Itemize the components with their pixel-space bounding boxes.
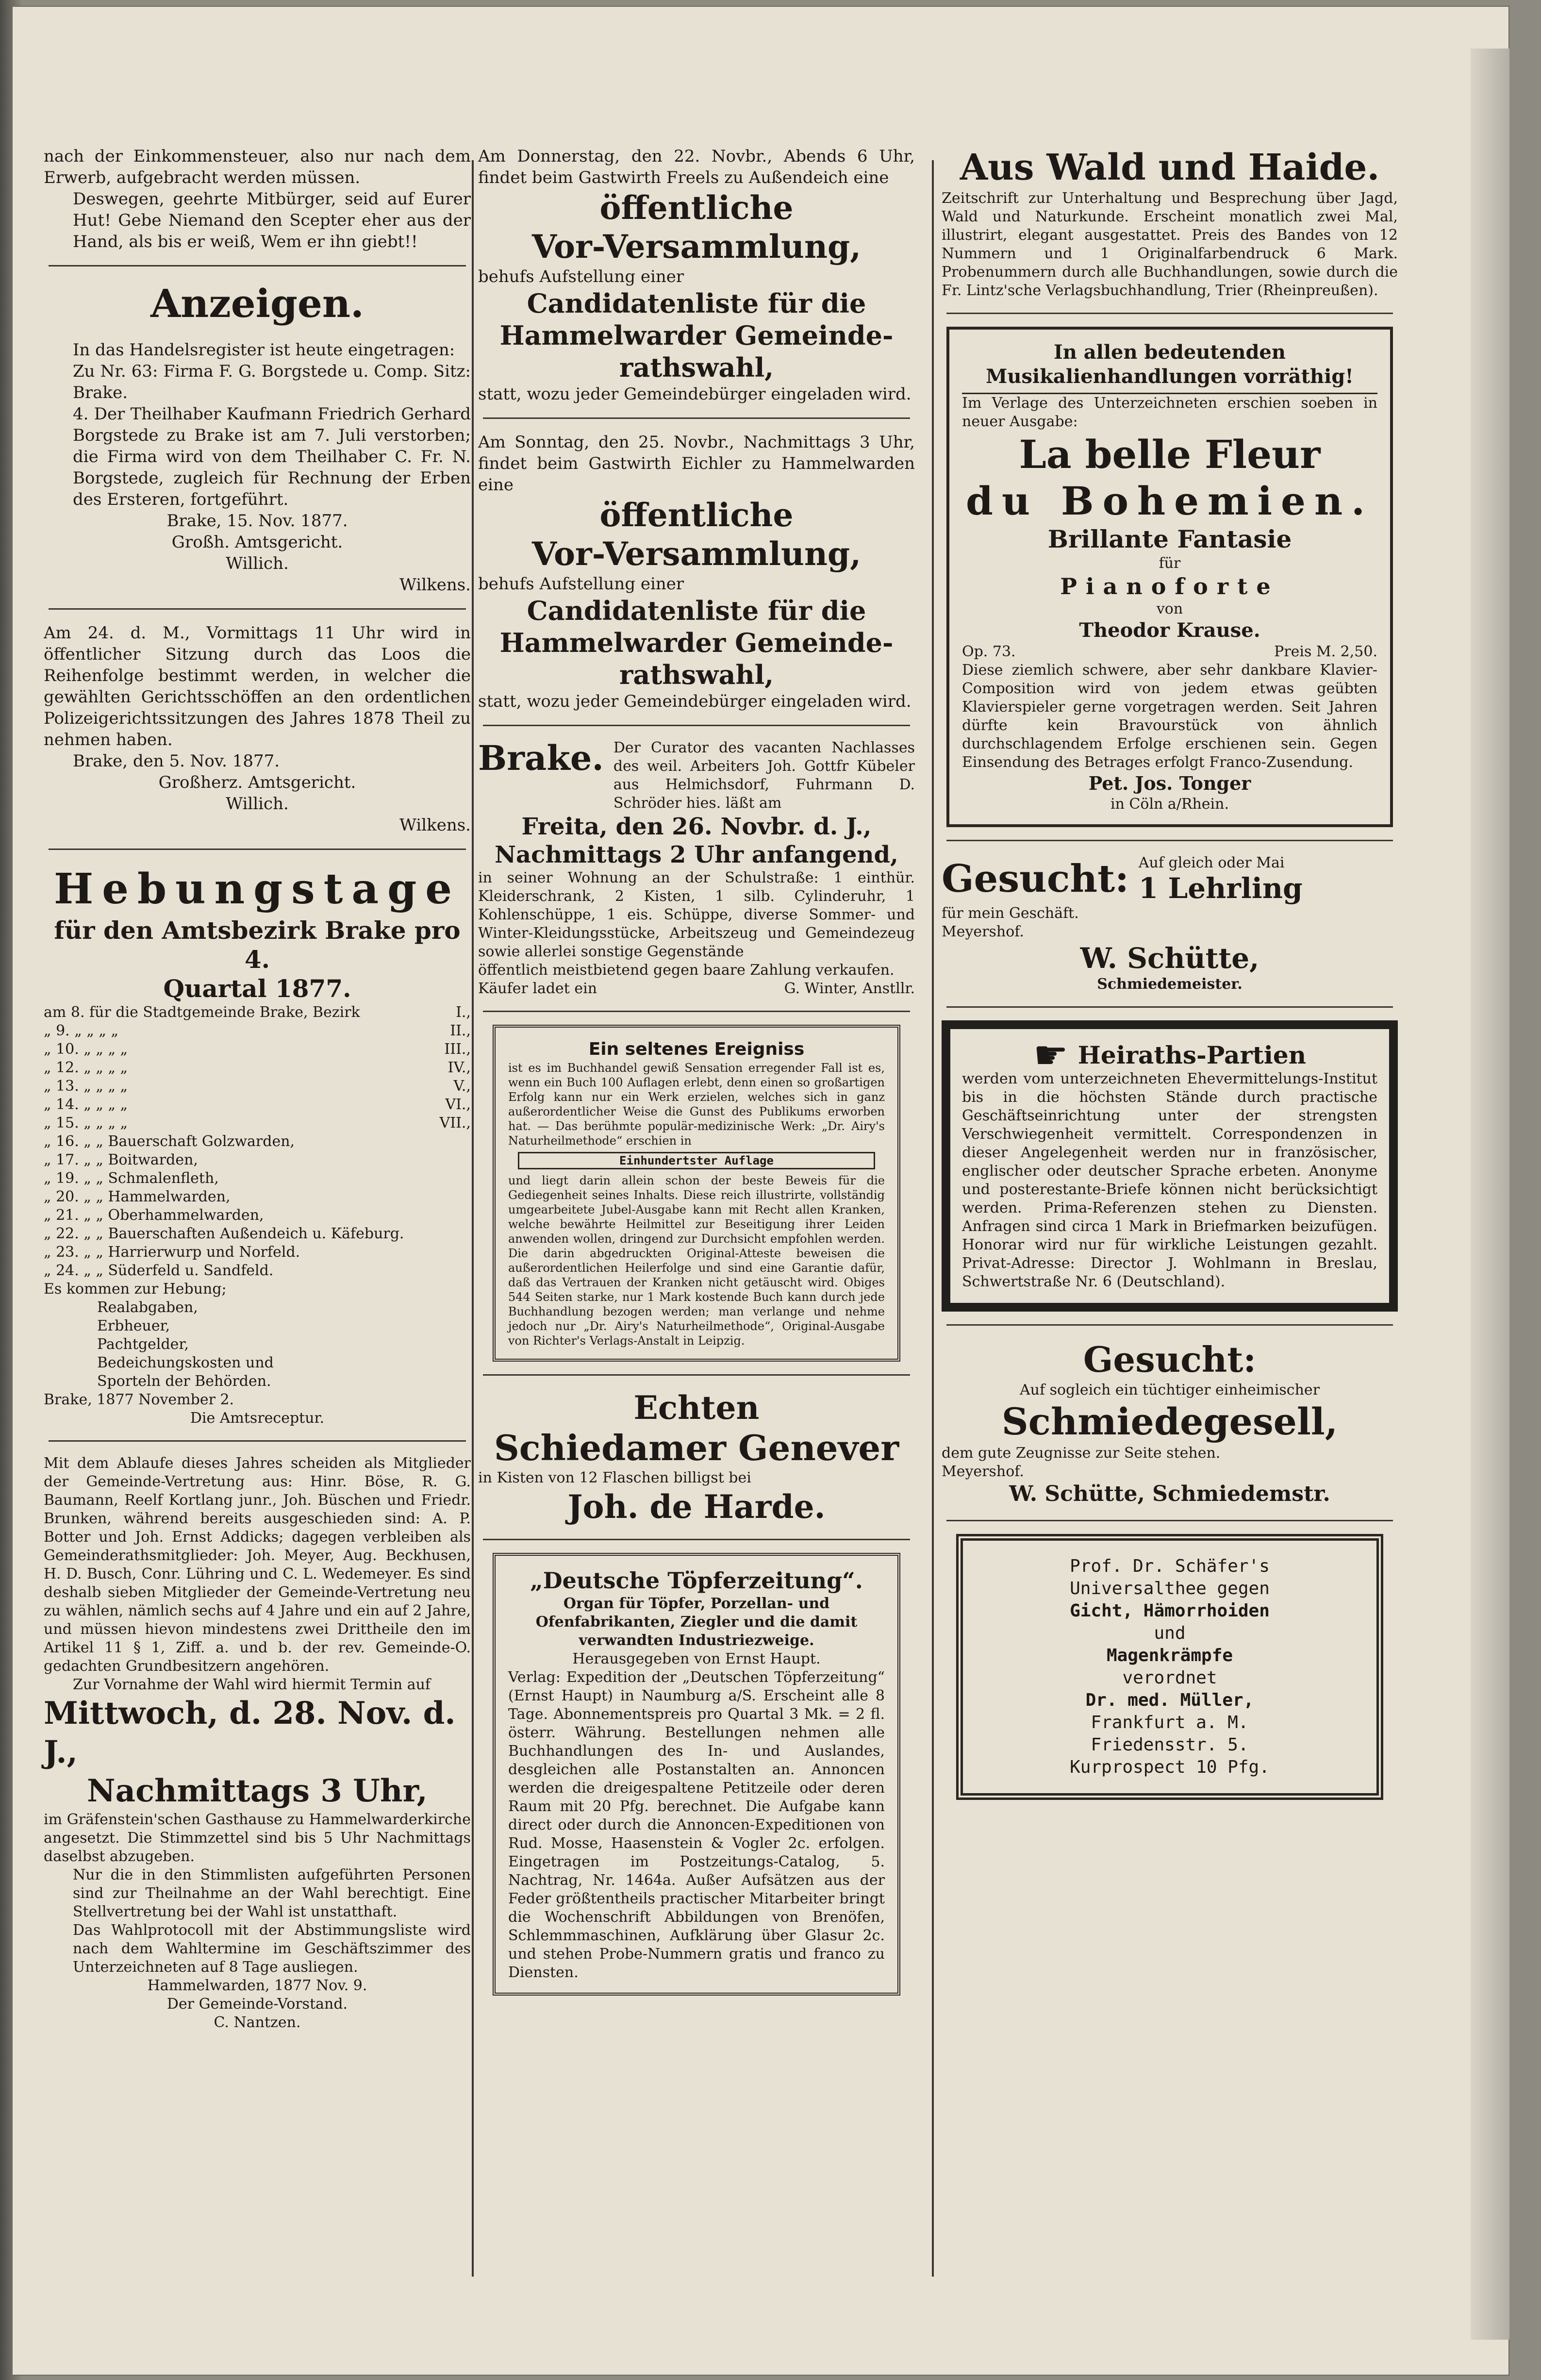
schaefer-line: verordnet: [1122, 1668, 1217, 1688]
register-text: In das Handelsregister ist heute eingetragen:: [73, 340, 455, 360]
hebung-item: Erbheuer,: [97, 1317, 170, 1334]
separator: [946, 1324, 1393, 1326]
separator: [483, 725, 910, 726]
wald-title: Aus Wald und Haide.: [960, 147, 1380, 188]
versammlung-head: öffentliche: [599, 496, 794, 534]
musik-price: Preis M. 2,50.: [1274, 643, 1377, 660]
ereignis-box: Einhundertster Auflage: [518, 1152, 875, 1169]
column-middle: [478, 146, 915, 2003]
hebung-row-label: „ 15. „ „ „ „: [44, 1115, 128, 1132]
hebung-row-district: II.,: [450, 1022, 471, 1039]
versammlung-head: öffentliche: [599, 189, 794, 227]
gesucht2-title: Gesucht:: [1083, 1339, 1257, 1380]
brake-text: öffentlich meistbietend gegen baare Zahlung verkaufen.: [478, 962, 895, 979]
schaefer-ad: [956, 1534, 1383, 1800]
brake-sign: G. Winter, Anstllr.: [784, 980, 915, 997]
gesucht2-sign: W. Schütte, Schmiedemstr.: [1009, 1481, 1330, 1506]
hebung-row-label: „ 16. „ „ Bauerschaft Golzwarden,: [44, 1133, 295, 1150]
genever-text: in Kisten von 12 Flaschen billigst bei: [478, 1469, 751, 1486]
hebung-row: [44, 1096, 471, 1114]
hebung-row-label: am 8. für die Stadtgemeinde Brake, Bezirk: [44, 1004, 360, 1021]
musik-intro: Im Verlage des Unterzeichneten erschien soeben in neuer Ausgabe:: [962, 395, 1377, 430]
separator: [49, 608, 466, 610]
separator: [946, 840, 1393, 841]
musik-von: von: [1156, 600, 1183, 617]
gesucht1-job: Schmiedemeister.: [1097, 976, 1243, 993]
versammlung-cand: Hammelwarder Gemeinde-: [499, 627, 894, 658]
gesucht2-place: Meyershof.: [942, 1463, 1024, 1480]
heirat-header: [962, 1032, 1377, 1078]
hebung-row-label: „ 9. „ „ „ „: [44, 1022, 119, 1039]
versammlung-head: Vor-Versammlung,: [531, 228, 862, 266]
versammlung-statt: statt, wozu jeder Gemeindebürger eingeladen wird.: [478, 384, 911, 404]
schoeffen-text: Am 24. d. M., Vormittags 11 Uhr wird in öffentlicher Sitzung durch das Loos die Reihenfolge bestimmt werden, in welcher die gewählten Gerichtsschöffen an den ordentlichen Polizeigerichtssitzungen des Jahres 1878 Theil zu nehmen haben.: [44, 623, 471, 749]
musik-instrument: Pianoforte: [1060, 573, 1279, 599]
hebung-row-label: „ 12. „ „ „ „: [44, 1059, 128, 1076]
wahl-time: Nachmittags 3 Uhr,: [87, 1773, 428, 1809]
versammlung-cand: Candidatenliste für die: [527, 595, 866, 626]
separator: [946, 1006, 1393, 1008]
hebung-row-label: „ 10. „ „ „ „: [44, 1041, 128, 1058]
hebung-row-label: „ 23. „ „ Harrierwurp und Norfeld.: [44, 1244, 300, 1261]
anzeigen-title: Anzeigen.: [150, 281, 364, 326]
separator: [483, 1374, 910, 1376]
toepfer-text: Verlag: Expedition der „Deutschen Töpferzeitung“ (Ernst Haupt) in Naumburg a/S. Erscheint alle 8 Tage. Abonnementspreis pro Quartal 3 Mk. = 2 fl. österr. Währung. Bestellungen nehmen alle Buchhandlungen des In- und Auslandes, desgleichen alle Postanstalten an. Annoncen werden die dreigespaltene Petitzeile oder deren Raum mit 20 Pfg. berechnet. Die Aufgabe kann direct oder durch die Annoncen-Expeditionen von Rud. Mosse, Haasenstein & Vogler 2c. erfolgen. Eingetragen im Postzeitungs-Catalog, 5. Nachtrag, Nr. 1464a. Außer Aufsätzen aus der Feder größtentheils practischer Mitarbeiter bringt die Wochenschrift Abbildungen von Brenöfen, Schlemmmaschinen, Aufklärung über Glasur 2c. und stehen Probe-Nummern gratis und franco zu Diensten.: [508, 1669, 885, 1981]
brake-buyer: Käufer ladet ein: [478, 980, 597, 997]
musik-op-row: [962, 643, 1377, 661]
hebung-subtitle: Quartal 1877.: [163, 974, 351, 1003]
hebung-row: [44, 1206, 471, 1225]
hebung-row-district: III.,: [444, 1041, 471, 1058]
separator: [483, 1539, 910, 1540]
hebung-kommen: Es kommen zur Hebung;: [44, 1281, 227, 1298]
register-court: Großh. Amtsgericht.: [171, 533, 343, 552]
gesucht1-place: Meyershof.: [942, 923, 1024, 940]
schoeffen-sign: Wilkens.: [399, 816, 471, 835]
toepfer-ad: [493, 1553, 900, 1996]
musik-title: La belle Fleur: [1019, 432, 1321, 477]
musik-sign: Pet. Jos. Tonger: [1088, 772, 1251, 794]
column-right: [942, 146, 1398, 1805]
gesucht1-lehrling: 1 Lehrling: [1138, 872, 1303, 905]
wald-text: Zeitschrift zur Unterhaltung und Besprechung über Jagd, Wald und Naturkunde. Erscheint monatlich zwei Mal, illustrirt, elegant ausgestattet. Preis des Bandes von 12 Nummern und 1 Originalfarbendruck 6 Mark. Probenummern durch alle Buchhandlungen, sowie durch die Fr. Lintz'sche Verlagsbuchhandlung, Trier (Rheinpreußen).: [942, 190, 1398, 299]
hebung-subtitle: für den Amtsbezirk Brake pro 4.: [54, 916, 461, 974]
wahl-text: Nur die in den Stimmlisten aufgeführten Personen sind zur Theilnahme an der Wahl berechtigt. Eine Stellvertretung bei der Wahl ist unstatthaft.: [73, 1866, 471, 1920]
brake-date: Freita, den 26. Novbr. d. J.,: [521, 813, 872, 840]
wahl-text: im Gräfenstein'schen Gasthause zu Hammelwarderkirche angesetzt. Die Stimmzettel sind bis 5 Uhr Nachmittags daselbst abzugeben.: [44, 1811, 471, 1865]
musik-place: in Cöln a/Rhein.: [1110, 796, 1229, 813]
ereignis-text: und liegt darin allein schon der beste Beweis für die Gediegenheit seines Inhalts. Diese reich illustrirte, vollständig umgearbeitete Jubel-Ausgabe kann mit Recht allen Kranken, welche bewährte Heilmittel zur Beseitigung ihrer Leiden anwenden wollen, dringend zur Durchsicht empfohlen werden. Die darin abgedruckten Original-Atteste beweisen die außerordentlichen Heilerfolge und sind eine Garantie dafür, daß das Vertrauen der Kranken nicht getäuscht wird. Obiges 544 Seiten starke, nur 1 Mark kostende Buch kann durch jede Buchhandlung bezogen werden; man verlange und nehme jedoch nur „Dr. Airy's Naturheilmethode“, Original-Ausgabe von Richter's Verlags-Anstalt in Leipzig.: [508, 1174, 885, 1348]
brake-text: Der Curator des vacanten Nachlasses des weil. Arbeiters Joh. Gottfr Kübeler aus Helmichsdorf, Fuhrmann D. Schröder hies. läßt am: [613, 739, 915, 812]
separator: [946, 1520, 1393, 1521]
hebung-item: Sporteln der Behörden.: [97, 1373, 271, 1390]
intro-text: nach der Einkommensteuer, also nur nach dem Erwerb, aufgebracht werden müssen.: [44, 147, 471, 187]
gesucht1-header: [942, 854, 1398, 904]
brake-title: Brake.: [478, 738, 604, 778]
hebung-row-label: „ 20. „ „ Hammelwarden,: [44, 1188, 231, 1205]
schaefer-line: Magenkrämpfe: [1106, 1646, 1233, 1665]
gesucht1-title: Gesucht:: [942, 857, 1129, 901]
page-edge: [1471, 49, 1509, 2340]
musik-title: du Bohemien.: [966, 478, 1374, 524]
gesucht1-name: W. Schütte,: [1080, 942, 1259, 975]
hebung-row-label: „ 22. „ „ Bauerschaften Außendeich u. Käfeburg.: [44, 1225, 404, 1242]
schaefer-line: und: [1154, 1623, 1186, 1643]
hebung-row: [44, 1059, 471, 1077]
wahl-org: Der Gemeinde-Vorstand.: [166, 1996, 348, 2013]
hebung-row: [44, 1188, 471, 1206]
versammlung-behufs: behufs Aufstellung einer: [478, 574, 684, 594]
schaefer-line: Friedensstr. 5.: [1091, 1735, 1249, 1755]
hebung-row-label: „ 14. „ „ „ „: [44, 1096, 128, 1113]
genever-head: Echten: [633, 1389, 760, 1427]
musik-text: Diese ziemlich schwere, aber sehr dankbare Klavier-Composition wird von jedem etwas geübten Klavierspieler gerne vorgetragen werden. Seit Jahren dürfte kein Bravourstück von ähnlich durchschlagendem Erfolge erschienen sein. Gegen Einsendung des Betrages erfolgt Franco-Zusendung.: [962, 662, 1377, 771]
versammlung-head: Vor-Versammlung,: [531, 535, 862, 573]
column-rule: [932, 160, 934, 2277]
hebung-items: [44, 1298, 471, 1391]
hebung-row: [44, 1003, 471, 1022]
brake-time: Nachmittags 2 Uhr anfangend,: [495, 841, 898, 868]
musik-head: In allen bedeutenden Musikalienhandlungen vorräthig!: [962, 340, 1377, 394]
separator: [483, 417, 910, 419]
hebung-title: Hebungstage: [53, 865, 461, 914]
hebung-row: [44, 1151, 471, 1169]
column-left: [44, 146, 471, 2032]
hebung-list: [44, 1003, 471, 1280]
schaefer-line: Frankfurt a. M.: [1091, 1713, 1249, 1732]
gesucht1-text: für mein Geschäft.: [942, 905, 1079, 922]
gesucht2-job: Schmiedegesell,: [1001, 1400, 1338, 1443]
wahl-sign: C. Nantzen.: [214, 2014, 301, 2031]
versammlung-cand: Candidatenliste für die: [527, 288, 866, 319]
brake-header: [478, 739, 915, 813]
separator: [49, 849, 466, 850]
register-sign: Willich.: [226, 554, 289, 573]
hebung-row-district: VI.,: [445, 1096, 471, 1113]
wahl-date: Mittwoch, d. 28. Nov. d. J.,: [44, 1695, 456, 1770]
register-text: 4. Der Theilhaber Kaufmann Friedrich Gerhard Borgstede zu Brake ist am 7. Juli verstorben; die Firma wird von dem Theilhaber C. Fr. N. Borgstede, zugleich für Rechnung der Erben des Ersteren, fortgeführt.: [73, 404, 471, 509]
toepfer-sub: Organ für Töpfer, Porzellan- und Ofenfabrikanten, Ziegler und die damit verwandten Industriezweige.: [535, 1595, 858, 1649]
hebung-item: Bedeichungskosten und: [97, 1354, 274, 1371]
schaefer-line: Gicht, Hämorrhoiden: [1070, 1601, 1270, 1621]
gesucht2-text: dem gute Zeugnisse zur Seite stehen.: [942, 1445, 1221, 1462]
pointing-hand-icon: ☛: [1033, 1032, 1068, 1078]
separator: [49, 265, 466, 266]
gesucht1-right: Auf gleich oder Mai: [1138, 854, 1285, 871]
hebung-item: Realabgaben,: [97, 1299, 198, 1316]
hebung-row-label: „ 19. „ „ Schmalenfleth,: [44, 1170, 219, 1187]
separator: [483, 1011, 910, 1012]
hebung-sign: Die Amtsreceptur.: [190, 1410, 325, 1427]
hebung-row: [44, 1132, 471, 1151]
hebung-date: Brake, 1877 November 2.: [44, 1391, 234, 1408]
versammlung-cand: rathswahl,: [619, 352, 774, 383]
register-text: Zu Nr. 63: Firma F. G. Borgstede u. Comp. Sitz: Brake.: [73, 362, 471, 402]
hebung-row-district: V.,: [453, 1078, 471, 1095]
schaefer-line: Dr. med. Müller,: [1085, 1690, 1254, 1710]
musik-fuer: für: [1159, 555, 1181, 572]
schaefer-line: Universalthee gegen: [1070, 1579, 1270, 1598]
versammlung-intro: Am Sonntag, den 25. Novbr., Nachmittags 3 Uhr, findet beim Gastwirth Eichler zu Hammelwarden eine: [478, 433, 915, 495]
hebung-row: [44, 1114, 471, 1132]
hebung-row-label: „ 24. „ „ Süderfeld u. Sandfeld.: [44, 1262, 274, 1279]
register-date: Brake, 15. Nov. 1877.: [166, 511, 348, 531]
hebung-row: [44, 1040, 471, 1059]
musik-op: Op. 73.: [962, 643, 1016, 660]
wahl-text: Mit dem Ablaufe dieses Jahres scheiden als Mitglieder der Gemeinde-Vertretung aus: Hinr. Böse, R. G. Baumann, Reelf Kortlang junr., Joh. Büschen und Friedr. Brunken, während bereits ausgeschieden sind: A. P. Botter und Joh. Ernst Addicks; dagegen verbleiben als Gemeinderathsmitglieder: Joh. Meyer, Aug. Beckhusen, H. D. Busch, Conr. Lühring und C. L. Wedemeyer. Es sind deshalb sieben Mitglieder der Gemeinde-Vertretung neu zu wählen, nämlich sechs auf 4 Jahre und ein auf 2 Jahre, und müssen hievon mindestens zwei Drittheile den im Artikel 11 § 1, Ziff. a. und b. der rev. Gemeinde-O. gedachten Grundbesitzern angehören.: [44, 1455, 471, 1675]
hebung-row: [44, 1169, 471, 1188]
versammlung-cand: Hammelwarder Gemeinde-: [499, 320, 894, 351]
intro-text: Deswegen, geehrte Mitbürger, seid auf Eurer Hut! Gebe Niemand den Scepter eher aus der Hand, als bis er weiß, Wem er ihn giebt!!: [73, 189, 471, 251]
genever-head: Schiedamer Genever: [494, 1427, 899, 1468]
schoeffen-date: Brake, den 5. Nov. 1877.: [73, 751, 280, 771]
hebung-row: [44, 1225, 471, 1243]
genever-name: Joh. de Harde.: [567, 1488, 826, 1526]
heirat-ad: [942, 1020, 1398, 1312]
heirat-title: Heiraths-Partien: [1077, 1041, 1307, 1069]
wahl-text: Das Wahlprotocoll mit der Abstimmungsliste wird nach dem Wahltermine im Geschäftszimmer des Unterzeichneten auf 8 Tage ausliegen.: [73, 1922, 471, 1976]
gesucht2-text: Auf sogleich ein tüchtiger einheimischer: [1019, 1381, 1320, 1398]
brake-text: in seiner Wohnung an der Schulstraße: 1 einthür. Kleiderschrank, 2 Kisten, 1 silb. Cylinderuhr, 1 Kohlenschüppe, 1 eis. Schüppe, diverse Sommer- und Winter-Kleidungsstücke, Arbeitszeug und Gemeindezeug sowie allerlei sonstige Gegenstände: [478, 869, 915, 960]
register-sign: Wilkens.: [399, 575, 471, 595]
wahl-date-line: Hammelwarden, 1877 Nov. 9.: [147, 1977, 367, 1994]
hebung-row-label: „ 13. „ „ „ „: [44, 1078, 128, 1095]
toepfer-hg: Herausgegeben von Ernst Haupt.: [572, 1650, 821, 1667]
hebung-row: [44, 1022, 471, 1040]
heirat-text: werden vom unterzeichneten Ehevermittelungs-Institut bis in die höchsten Stände durch practische Geschäftseinrichtung unter der strengsten Verschwiegenheit vermittelt. Correspondenzen in dieser Angelegenheit werden nur in französischer, englischer oder deutscher Sprache erbeten. Anonyme und posterestante-Briefe können nicht berücksichtigt werden. Prima-Referenzen stehen zu Diensten. Anfragen sind circa 1 Mark in Briefmarken beizufügen. Honorar wird nur für wirkliche Leistungen gezahlt. Privat-Adresse: Director J. Wohlmann in Breslau, Schwertstraße Nr. 6 (Deutschland).: [962, 1070, 1377, 1290]
hebung-row: [44, 1077, 471, 1096]
versammlung-behufs: behufs Aufstellung einer: [478, 267, 684, 286]
wahl-text: Zur Vornahme der Wahl wird hiermit Termin auf: [73, 1676, 431, 1693]
toepfer-title: „Deutsche Töpferzeitung“.: [530, 1567, 863, 1594]
hebung-row: [44, 1243, 471, 1262]
separator: [946, 313, 1393, 314]
hebung-row-district: IV.,: [447, 1059, 471, 1076]
schoeffen-sign: Willich.: [226, 794, 289, 814]
musik-ad: [946, 327, 1393, 827]
separator: [49, 1440, 466, 1442]
hebung-row: [44, 1262, 471, 1280]
ereignis-title: Ein seltenes Ereigniss: [588, 1039, 805, 1059]
musik-author: Theodor Krause.: [1079, 619, 1260, 642]
versammlung-intro: Am Donnerstag, den 22. Novbr., Abends 6 Uhr, findet beim Gastwirth Freels zu Außendeich eine: [478, 147, 915, 187]
versammlung-statt: statt, wozu jeder Gemeindebürger eingeladen wird.: [478, 692, 911, 711]
hebung-item: Pachtgelder,: [97, 1336, 189, 1353]
schaefer-line: Prof. Dr. Schäfer's: [1070, 1556, 1270, 1576]
schoeffen-court: Großherz. Amtsgericht.: [158, 773, 356, 792]
versammlung-cand: rathswahl,: [619, 659, 774, 690]
ereignis-text: ist es im Buchhandel gewiß Sensation erregender Fall ist es, wenn ein Buch 100 Auflagen erlebt, denn einen so großartigen Erfolg kann nur ein Werk erzielen, welches sich in ganz außerordentlicher Weise die Gunst des Publikums erworben hat. — Das berühmte populär-medizinische Werk: „Dr. Airy's Naturheilmethode“ erschien in: [508, 1061, 885, 1148]
column-rule: [472, 160, 474, 2277]
schaefer-line: Kurprospect 10 Pfg.: [1070, 1757, 1270, 1777]
brake-sign-row: [478, 980, 915, 998]
hebung-row-label: „ 17. „ „ Boitwarden,: [44, 1151, 198, 1168]
hebung-row-district: VII.,: [439, 1115, 471, 1132]
hebung-row-label: „ 21. „ „ Oberhammelwarden,: [44, 1207, 264, 1224]
ereignis-ad: [493, 1025, 900, 1362]
hebung-row-district: I.,: [456, 1004, 471, 1021]
musik-sub: Brillante Fantasie: [1047, 525, 1292, 553]
